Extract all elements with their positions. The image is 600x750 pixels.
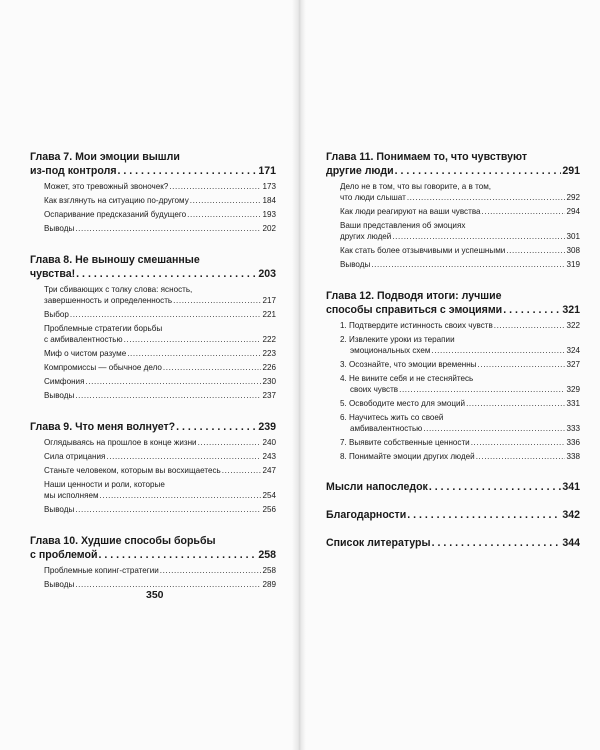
right-toc — [326, 150, 580, 550]
page-number: 291 — [562, 165, 580, 177]
toc-entry[interactable] — [44, 195, 276, 206]
chapter-title-line: другие люди — [326, 165, 394, 177]
chapter-title-line: способы справиться с эмоциями — [326, 304, 503, 316]
toc-entry[interactable] — [30, 267, 276, 281]
leader-dots — [395, 164, 562, 178]
section-title: Три сбивающих с толку слова: ясность, — [44, 285, 193, 294]
page-number: 333 — [566, 424, 580, 433]
leader-dots — [118, 164, 258, 178]
toc-entry[interactable] — [340, 220, 580, 242]
section-title: Оглядываясь на прошлое в конце жизни — [44, 438, 197, 447]
leader-dots — [476, 451, 566, 462]
toc-entry[interactable] — [44, 479, 276, 501]
section-list — [44, 181, 276, 234]
toc-entry[interactable] — [340, 451, 580, 462]
toc-entry[interactable] — [44, 309, 276, 320]
page-number: 202 — [262, 224, 276, 233]
toc-entry[interactable] — [44, 362, 276, 373]
leader-dots — [190, 195, 262, 206]
section-title: 1. Подтвердите истинность своих чувств — [340, 321, 493, 330]
section-title-cont: завершенность и определенность — [44, 296, 173, 305]
section-title-cont: что люди слышат — [340, 193, 406, 202]
toc-entry[interactable] — [340, 359, 580, 370]
leader-dots — [399, 384, 565, 395]
leader-dots — [482, 206, 566, 217]
leader-dots — [173, 295, 261, 306]
toc-entry[interactable] — [44, 284, 276, 306]
toc-entry[interactable] — [340, 398, 580, 409]
left-toc — [30, 150, 276, 593]
page-number: 344 — [562, 537, 580, 549]
page-number: 239 — [258, 421, 276, 433]
section-title-cont: других людей — [340, 232, 392, 241]
page-folio: 350 — [146, 589, 164, 601]
section-title: Выводы — [44, 580, 75, 589]
page-number: 247 — [262, 466, 276, 475]
leader-dots — [506, 245, 565, 256]
page-number: 258 — [258, 549, 276, 561]
chapter-10 — [30, 534, 276, 562]
chapter-title-line: Глава 11. Понимаем то, что чувствуют — [326, 151, 528, 163]
toc-entry[interactable] — [44, 181, 276, 192]
toc-entry[interactable] — [44, 209, 276, 220]
page-number: 331 — [566, 399, 580, 408]
chapter-7 — [30, 150, 276, 178]
leader-dots — [75, 390, 261, 401]
section-title: Станьте человеком, которым вы восхищаетесь — [44, 466, 221, 475]
leader-dots — [187, 209, 261, 220]
book-gutter — [292, 0, 306, 750]
section-list — [44, 565, 276, 590]
section-title: Ваши представления об эмоциях — [340, 221, 466, 230]
leader-dots — [432, 536, 562, 550]
leader-dots — [98, 548, 257, 562]
leader-dots — [494, 320, 566, 331]
leader-dots — [407, 508, 561, 522]
page-number: 237 — [262, 391, 276, 400]
page-number: 226 — [262, 363, 276, 372]
toc-entry[interactable] — [44, 565, 276, 576]
page-number: 342 — [562, 509, 580, 521]
section-title: Симфония — [44, 377, 85, 386]
leader-dots — [431, 345, 565, 356]
leader-dots — [163, 362, 262, 373]
section-title: Выводы — [44, 391, 75, 400]
page-number: 327 — [566, 360, 580, 369]
section-title: Компромиссы — обычное дело — [44, 363, 162, 372]
chapter-8 — [30, 253, 276, 281]
section-title: Проблемные стратегии борьбы — [44, 324, 163, 333]
toc-entry[interactable] — [326, 164, 580, 178]
leader-dots — [503, 303, 561, 317]
toc-entry[interactable] — [340, 437, 580, 448]
leader-dots — [76, 267, 257, 281]
toc-entry[interactable] — [326, 303, 580, 317]
entry-title: Список литературы — [326, 537, 431, 549]
toc-entry[interactable] — [44, 465, 276, 476]
leader-dots — [222, 465, 262, 476]
toc-entry[interactable] — [30, 164, 276, 178]
page-number: 193 — [262, 210, 276, 219]
chapter-title-line: из-под контроля — [30, 165, 117, 177]
section-title: Как люди реагируют на ваши чувства — [340, 207, 481, 216]
leader-dots — [429, 480, 561, 494]
page-number: 221 — [262, 310, 276, 319]
chapter-title-line: с проблемой — [30, 549, 98, 561]
page-number: 256 — [262, 505, 276, 514]
page-number: 319 — [566, 260, 580, 269]
toc-entry[interactable] — [44, 223, 276, 234]
page-number: 289 — [262, 580, 276, 589]
leader-dots — [100, 490, 262, 501]
toc-entry[interactable] — [44, 504, 276, 515]
toc-entry[interactable] — [44, 390, 276, 401]
page-number: 322 — [566, 321, 580, 330]
leader-dots — [176, 420, 257, 434]
chapter-title-line: Глава 10. Худшие способы борьбы — [30, 535, 216, 547]
section-title: 7. Выявите собственные ценности — [340, 438, 470, 447]
leader-dots — [423, 423, 565, 434]
section-title: Проблемные копинг-стратегии — [44, 566, 159, 575]
leader-dots — [75, 223, 261, 234]
page-number: 240 — [262, 438, 276, 447]
section-list — [340, 181, 580, 270]
right-page — [306, 0, 600, 750]
leader-dots — [75, 579, 261, 590]
toc-entry[interactable] — [326, 480, 580, 494]
section-title: Наши ценности и роли, которые — [44, 480, 165, 489]
section-title-cont: эмоциональных схем — [350, 346, 431, 355]
section-title: Может, это тревожный звоночек? — [44, 182, 169, 191]
toc-entry[interactable] — [340, 181, 580, 203]
section-title: Выводы — [44, 224, 75, 233]
section-title-cont: мы исполняем — [44, 491, 99, 500]
section-list — [340, 320, 580, 462]
section-title: 8. Понимайте эмоции других людей — [340, 452, 475, 461]
back-matter-entry — [326, 536, 580, 550]
toc-entry[interactable] — [340, 412, 580, 434]
page-number: 217 — [262, 296, 276, 305]
toc-entry[interactable] — [44, 437, 276, 448]
toc-entry[interactable] — [340, 334, 580, 356]
section-list — [44, 437, 276, 515]
page-number: 329 — [566, 385, 580, 394]
toc-entry[interactable] — [44, 376, 276, 387]
page-number: 173 — [262, 182, 276, 191]
chapter-title-line: Глава 9. Что меня волнует? — [30, 421, 176, 433]
chapter-title-line: Глава 7. Мои эмоции вышли — [30, 151, 180, 163]
page-number: 258 — [262, 566, 276, 575]
leader-dots — [169, 181, 261, 192]
leader-dots — [198, 437, 262, 448]
page-number: 243 — [262, 452, 276, 461]
page-number: 254 — [262, 491, 276, 500]
section-title: Дело не в том, что вы говорите, а в том, — [340, 182, 492, 191]
section-title: Выбор — [44, 310, 69, 319]
leader-dots — [127, 348, 261, 359]
toc-entry[interactable] — [326, 508, 580, 522]
toc-entry[interactable] — [340, 245, 580, 256]
page-number: 341 — [562, 481, 580, 493]
section-title-cont: амбивалентностью — [350, 424, 423, 433]
toc-entry[interactable] — [30, 420, 276, 434]
toc-entry[interactable] — [30, 548, 276, 562]
section-title: Миф о чистом разуме — [44, 349, 127, 358]
leader-dots — [407, 192, 566, 203]
toc-entry[interactable] — [340, 373, 580, 395]
page-number: 203 — [258, 268, 276, 280]
leader-dots — [106, 451, 261, 462]
toc-entry[interactable] — [44, 451, 276, 462]
left-page — [0, 0, 292, 750]
page-number: 184 — [262, 196, 276, 205]
leader-dots — [371, 259, 565, 270]
section-title-cont: своих чувств — [350, 385, 399, 394]
toc-entry[interactable] — [340, 259, 580, 270]
entry-title: Благодарности — [326, 509, 407, 521]
section-title: Как стать более отзывчивыми и успешными — [340, 246, 506, 255]
section-title: Выводы — [44, 505, 75, 514]
section-title: 5. Освободите место для эмоций — [340, 399, 466, 408]
section-title: Сила отрицания — [44, 452, 106, 461]
page-number: 321 — [562, 304, 580, 316]
page-number: 301 — [566, 232, 580, 241]
page-number: 171 — [258, 165, 276, 177]
section-title: 4. Не вините себя и не стесняйтесь — [340, 374, 474, 383]
chapter-9 — [30, 420, 276, 434]
leader-dots — [478, 359, 566, 370]
page-number: 223 — [262, 349, 276, 358]
leader-dots — [70, 309, 262, 320]
section-list — [44, 284, 276, 401]
chapter-11 — [326, 150, 580, 178]
page-number: 222 — [262, 335, 276, 344]
back-matter-entry — [326, 480, 580, 494]
section-title-cont: с амбивалентностью — [44, 335, 123, 344]
chapter-title-line: Глава 12. Подводя итоги: лучшие — [326, 290, 502, 302]
section-title: 3. Осознайте, что эмоции временны — [340, 360, 477, 369]
section-title: 2. Извлеките уроки из терапии — [340, 335, 455, 344]
page-number: 230 — [262, 377, 276, 386]
section-title: Выводы — [340, 260, 371, 269]
page-number: 308 — [566, 246, 580, 255]
section-title: Оспаривание предсказаний будущего — [44, 210, 187, 219]
page-number: 292 — [566, 193, 580, 202]
leader-dots — [392, 231, 565, 242]
page-number: 336 — [566, 438, 580, 447]
chapter-title-line: Глава 8. Не выношу смешанные — [30, 254, 200, 266]
page-number: 338 — [566, 452, 580, 461]
page-number: 294 — [566, 207, 580, 216]
toc-entry[interactable] — [326, 536, 580, 550]
leader-dots — [85, 376, 261, 387]
entry-title: Мысли напоследок — [326, 481, 428, 493]
leader-dots — [124, 334, 262, 345]
leader-dots — [466, 398, 565, 409]
toc-entry[interactable] — [44, 348, 276, 359]
chapter-title-line: чувства! — [30, 268, 76, 280]
section-title: Как взглянуть на ситуацию по-другому — [44, 196, 189, 205]
toc-entry[interactable] — [340, 206, 580, 217]
leader-dots — [160, 565, 262, 576]
leader-dots — [471, 437, 566, 448]
toc-entry[interactable] — [44, 323, 276, 345]
chapter-12 — [326, 289, 580, 317]
section-title: 6. Научитесь жить со своей — [340, 413, 444, 422]
back-matter-entry — [326, 508, 580, 522]
leader-dots — [75, 504, 261, 515]
page-number: 324 — [566, 346, 580, 355]
toc-entry[interactable] — [340, 320, 580, 331]
